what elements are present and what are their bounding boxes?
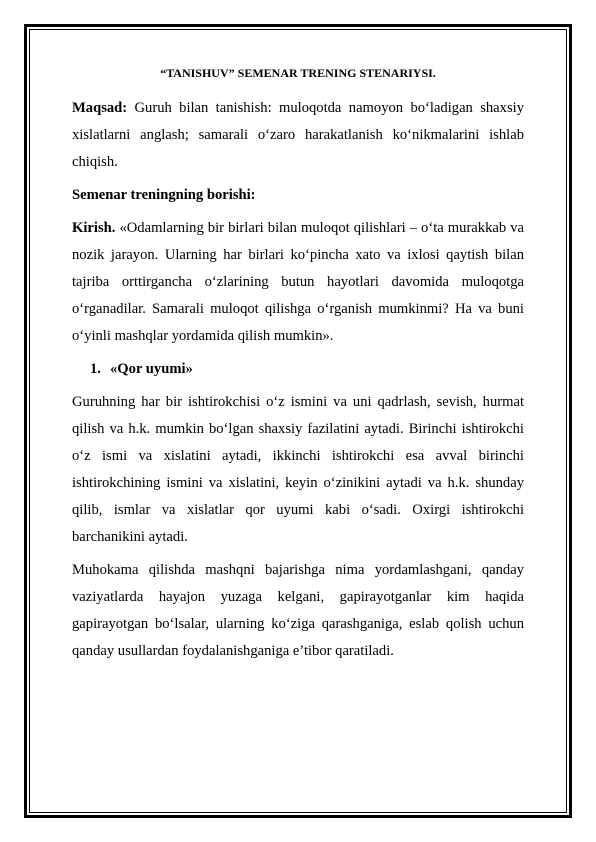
exercise-heading <box>72 356 524 383</box>
exercise-title: «Qor uyumi» <box>110 361 193 377</box>
document-body <box>72 64 524 671</box>
goal-paragraph <box>72 95 524 176</box>
process-heading: Semenar treningning borishi: <box>72 187 256 203</box>
exercise-number: 1. <box>90 361 101 377</box>
discussion-paragraph: Muhokama qilishda mashqni bajarishga nima yordamlashgani, qanday vaziyatlarda hayajon yuzaga kelgani, gapirayotganlar kim haqida gapirayotgan bo‘lsalar, ularning ko‘ziga qarashganiga, eslab qolish uchun qanday usullardan foydalanishganiga e’tibor qaratiladi. <box>72 562 524 659</box>
goal-text: Guruh bilan tanishish: muloqotda namoyon bo‘ladigan shaxsiy xislatlarni anglash; samarali o‘zaro harakatlanish ko‘nikmalarini ishlab chiqish. <box>72 100 524 170</box>
exercise-description: Guruhning har bir ishtirokchisi o‘z ismini va uni qadrlash, sevish, hurmat qilish va h.k. mumkin bo‘lgan shaxsiy fazilatini aytadi. Birinchi ishtirokchi o‘z ismi va xislatini aytadi, ikkinchi ishtirokchi esa avval birinchi ishtirokchining ismini va xislatini, keyin o‘zinikini aytadi va h.k. shunday qilib, ismlar va xislatlar qor uyumi kabi o‘sadi. Oxirgi ishtirokchi barchanikini aytadi. <box>72 394 524 545</box>
intro-label: Kirish. <box>72 220 116 236</box>
goal-label: Maqsad: <box>72 100 128 116</box>
intro-text: «Odamlarning bir birlari bilan muloqot qilishlari – o‘ta murakkab va nozik jarayon. Ularning har birlari ko‘pincha xato va ixlosi qaytish bilan tajriba orttirgancha o‘zlarining butun hayotlari davomida muloqotga o‘rganadilar. Samarali muloqot qilishga o‘rganish mumkinmi? Ha va buni o‘yinli mashqlar yordamida qilish mumkin». <box>72 220 524 344</box>
document-title: “TANISHUV” SEMENAR TRENING STENARIYSI. <box>160 66 436 80</box>
intro-paragraph <box>72 215 524 350</box>
